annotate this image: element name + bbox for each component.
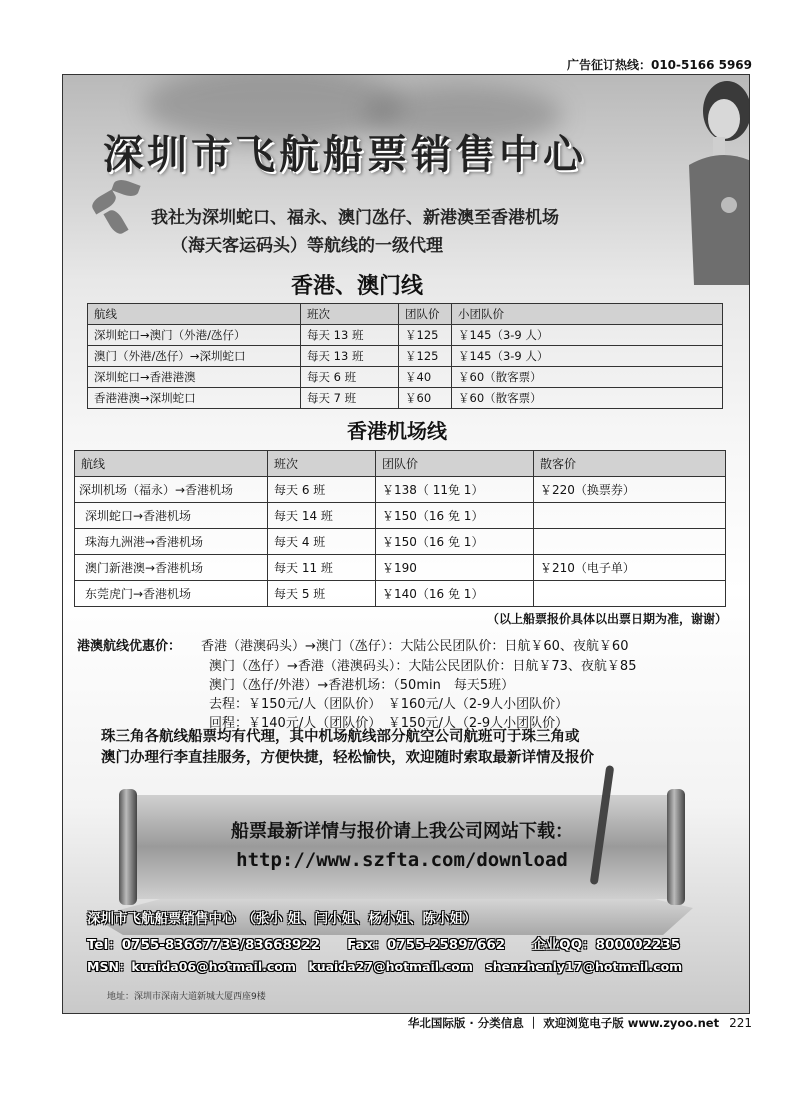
table-header-row	[88, 304, 723, 325]
table-row	[88, 367, 723, 388]
column-header: 航线	[88, 304, 301, 325]
column-header: 小团队价	[452, 304, 723, 325]
group-price-cell: ￥150（16 免 1）	[376, 529, 534, 555]
page-number: 221	[729, 1016, 752, 1030]
footer-text: 华北国际版 · 分类信息 ｜ 欢迎浏览电子版 www.zyoo.net	[407, 1016, 720, 1030]
promo-line: 回程：￥140元/人（团队价） ￥150元/人（2-9人小团队价）	[209, 716, 569, 731]
group-price-cell: ￥125	[399, 346, 452, 367]
agent-line-2: 澳门办理行李直挂服务，方便快捷，轻松愉快，欢迎随时索取最新详情及报价	[101, 750, 594, 766]
company-title: 深圳市飞航船票销售中心	[103, 131, 587, 178]
intro-line-2: （海天客运码头）等航线的一级代理	[171, 236, 443, 256]
route-cell: 深圳机场（福永）→香港机场	[75, 477, 268, 503]
small-group-price-cell: ￥145（3-9 人）	[452, 325, 723, 346]
airport-table	[74, 450, 726, 607]
frequency-cell: 每天 6 班	[268, 477, 376, 503]
scroll-text: 船票最新详情与报价请上我公司网站下载：	[231, 821, 573, 842]
route-cell: 深圳蛇口→澳门（外港/氹仔）	[88, 325, 301, 346]
individual-price-cell: ￥210（电子单）	[534, 555, 726, 581]
group-price-cell: ￥190	[376, 555, 534, 581]
column-header: 团队价	[399, 304, 452, 325]
route-cell: 香港港澳→深圳蛇口	[88, 388, 301, 409]
contact-msn: MSN：kuaida06@hotmail.com kuaida27@hotmail.com shenzhenly17@hotmail.com	[87, 959, 683, 974]
woman-photo	[669, 75, 750, 285]
contact-phone: Tel：0755-83667733/83668922 Fax：0755-25897662 企业QQ：800002235	[87, 937, 681, 953]
table-row	[75, 477, 726, 503]
small-group-price-cell: ￥60（散客票）	[452, 388, 723, 409]
group-price-cell: ￥138（ 11免 1）	[376, 477, 534, 503]
group-price-cell: ￥40	[399, 367, 452, 388]
table-row	[75, 555, 726, 581]
promo-label: 港澳航线优惠价：	[77, 639, 182, 654]
table-row	[75, 529, 726, 555]
frequency-cell: 每天 11 班	[268, 555, 376, 581]
hk-macau-table	[87, 303, 723, 409]
column-header: 散客价	[534, 451, 726, 477]
route-cell: 珠海九洲港→香港机场	[75, 529, 268, 555]
route-cell: 深圳蛇口→香港机场	[75, 503, 268, 529]
scroll-paper	[135, 795, 669, 899]
route-cell: 澳门新港澳→香港机场	[75, 555, 268, 581]
promo-line: 澳门（氹仔/外港）→香港机场：（50min 每天5班）	[209, 678, 515, 693]
group-price-cell: ￥150（16 免 1）	[376, 503, 534, 529]
table-row	[88, 388, 723, 409]
agent-line-1: 珠三角各航线船票均有代理，其中机场航线部分航空公司航班可于珠三角或	[101, 729, 580, 745]
small-group-price-cell: ￥145（3-9 人）	[452, 346, 723, 367]
individual-price-cell	[534, 581, 726, 607]
column-header: 航线	[75, 451, 268, 477]
hk-macau-title: 香港、澳门线	[291, 274, 424, 299]
route-cell: 澳门（外港/氹仔）→深圳蛇口	[88, 346, 301, 367]
address: 地址：深圳市深南大道新城大厦西座9楼	[107, 992, 266, 1002]
column-header: 班次	[268, 451, 376, 477]
table-row	[88, 325, 723, 346]
frequency-cell: 每天 6 班	[301, 367, 399, 388]
scroll-roll-right	[667, 789, 685, 905]
promo-line: 香港（港澳码头）→澳门（氹仔）：大陆公民团队价：日航￥60、夜航￥60	[201, 639, 629, 654]
individual-price-cell	[534, 529, 726, 555]
table-row	[88, 346, 723, 367]
frequency-cell: 每天 14 班	[268, 503, 376, 529]
airport-title: 香港机场线	[347, 419, 447, 443]
route-cell: 东莞虎门→香港机场	[75, 581, 268, 607]
frequency-cell: 每天 7 班	[301, 388, 399, 409]
promo-line: 去程：￥150元/人（团队价） ￥160元/人（2-9人小团队价）	[209, 697, 569, 712]
leaf-icon	[103, 207, 128, 237]
route-cell: 深圳蛇口→香港港澳	[88, 367, 301, 388]
agent-text	[101, 727, 594, 769]
group-price-cell: ￥60	[399, 388, 452, 409]
frequency-cell: 每天 13 班	[301, 325, 399, 346]
contact-company: 深圳市飞航船票销售中心 （张小 姐、闫小姐、杨小姐、陈小姐）	[87, 911, 477, 927]
individual-price-cell: ￥220（换票券）	[534, 477, 726, 503]
individual-price-cell	[534, 503, 726, 529]
group-price-cell: ￥125	[399, 325, 452, 346]
column-header: 班次	[301, 304, 399, 325]
table-row	[75, 503, 726, 529]
promo-line: 澳门（氹仔）→香港（港澳码头）：大陆公民团队价：日航￥73、夜航￥85	[209, 659, 637, 674]
scroll-roll-left	[119, 789, 137, 905]
intro-line-1: 我社为深圳蛇口、福永、澳门氹仔、新港澳至香港机场	[151, 208, 559, 228]
frequency-cell: 每天 13 班	[301, 346, 399, 367]
website-link[interactable]: http://www.szfta.com/download	[236, 849, 568, 871]
advertisement	[62, 74, 750, 1014]
group-price-cell: ￥140（16 免 1）	[376, 581, 534, 607]
table-header-row	[75, 451, 726, 477]
small-group-price-cell: ￥60（散客票）	[452, 367, 723, 388]
frequency-cell: 每天 5 班	[268, 581, 376, 607]
frequency-cell: 每天 4 班	[268, 529, 376, 555]
ad-hotline: 广告征订热线：010-5166 5969	[566, 58, 752, 72]
table-row	[75, 581, 726, 607]
column-header: 团队价	[376, 451, 534, 477]
page-footer	[408, 1015, 752, 1031]
price-note: （以上船票报价具体以出票日期为准，谢谢）	[486, 612, 727, 626]
